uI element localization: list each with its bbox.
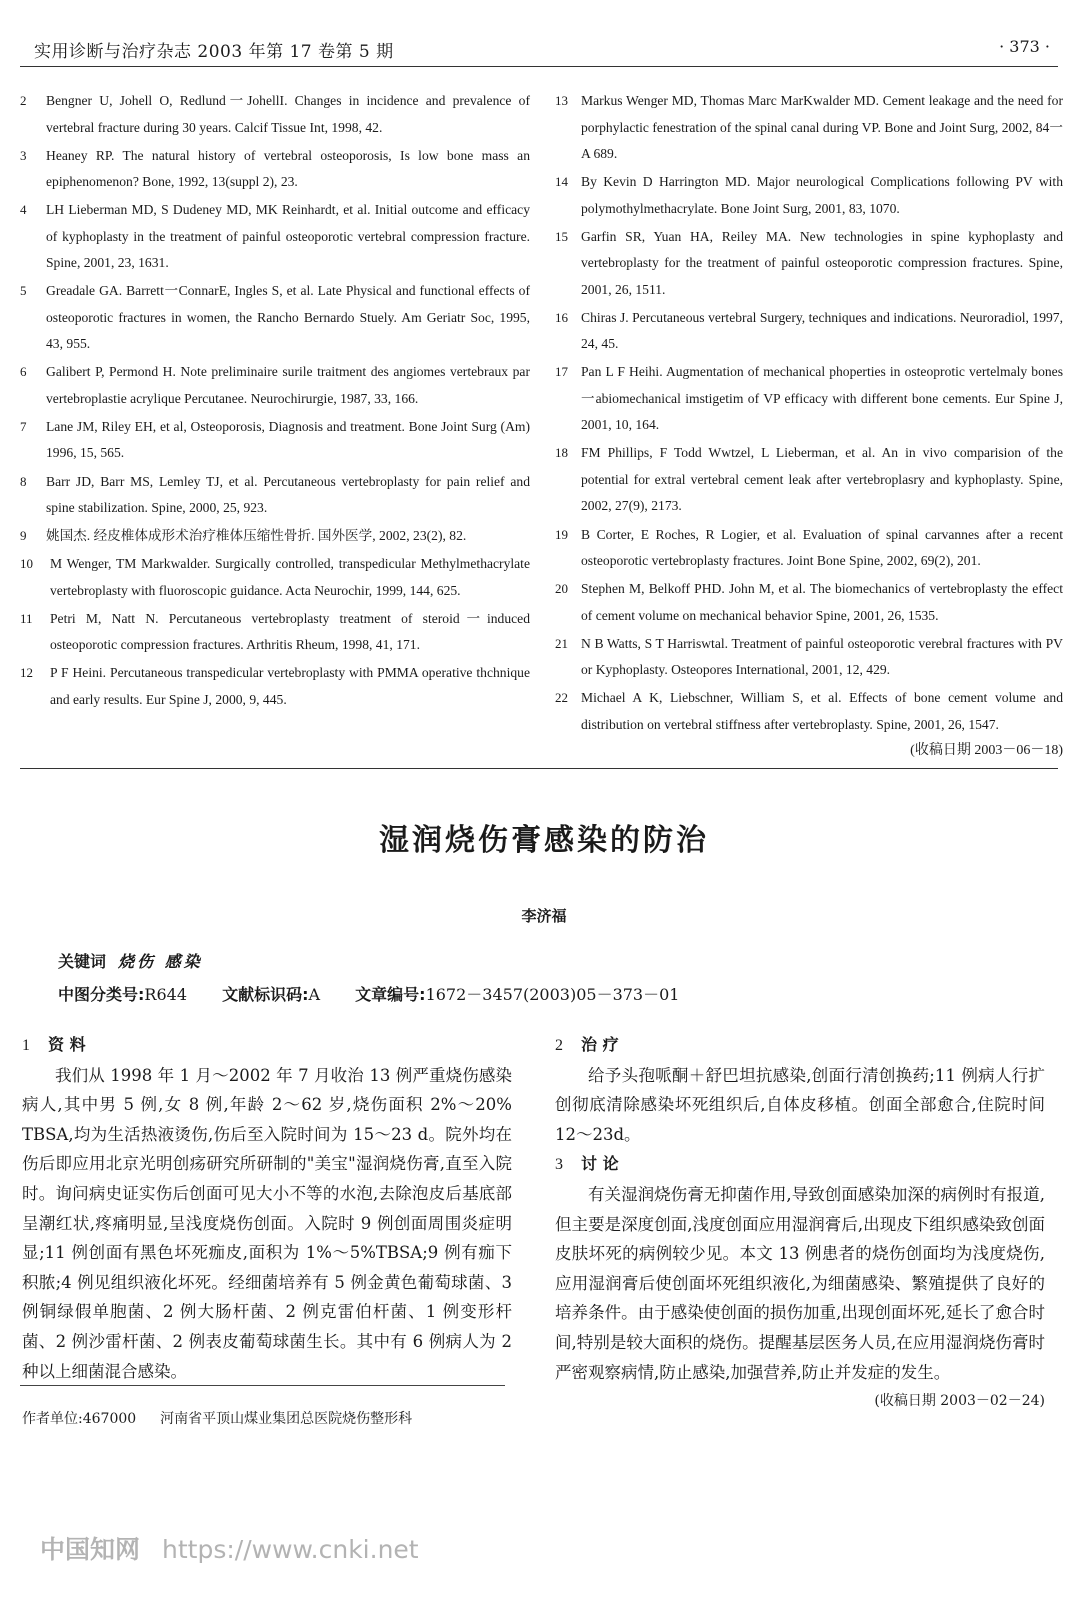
- reference-text: LH Lieberman MD, S Dudeney MD, MK Reinhardt, et al. Initial outcome and efficacy of kyphoplasty in the treatment of painful osteoporotic vertebral compression fracture. Spine, 2001, 23, 1631.: [46, 202, 530, 271]
- keywords-line: [58, 949, 203, 972]
- reference-number: 7: [20, 418, 27, 434]
- reference-number: 6: [20, 364, 27, 380]
- section-1-heading: [22, 1030, 512, 1061]
- reference-number: 14: [555, 174, 568, 190]
- section-1-title: 资 料: [48, 1035, 86, 1054]
- author-affiliation: [22, 1408, 412, 1428]
- reference-text: 姚国杰. 经皮椎体成形术治疗椎体压缩性骨折. 国外医学, 2002, 23(2), 82.: [46, 528, 467, 544]
- footnote-rule: [20, 1385, 505, 1386]
- clc-value: R644: [144, 985, 187, 1004]
- reference-item: [555, 576, 1063, 629]
- watermark-brand: 中国知网: [40, 1535, 141, 1564]
- reference-text: Pan L F Heihi. Augmentation of mechanical phoperties in osteoprotic vertelmaly bones一abiomechanical imstigetim of VP efficacy with different bone cements. Eur Spine J, 2001, 10, 164.: [581, 364, 1063, 433]
- previous-received-date: (收稿日期 2003－06－18): [910, 742, 1063, 758]
- body-left-column: [22, 1030, 512, 1386]
- reference-item: [20, 660, 530, 713]
- cnki-watermark: [40, 1530, 419, 1566]
- reference-number: 3: [20, 147, 27, 163]
- header-rule: [20, 66, 1058, 67]
- journal-header: 实用诊断与治疗杂志 2003 年第 17 卷第 5 期: [34, 42, 394, 62]
- affiliation-org: 河南省平顶山煤业集团总医院烧伤整形科: [160, 1411, 413, 1427]
- doc-label: 文献标识码:: [222, 985, 309, 1004]
- page-number: · 373 ·: [999, 37, 1050, 56]
- affiliation-label: 作者单位:467000: [22, 1411, 137, 1427]
- section-3-heading: [555, 1149, 1045, 1180]
- section-1-text: 我们从 1998 年 1 月～2002 年 7 月收治 13 例严重烧伤感染病人,其中男 5 例,女 8 例,年龄 2～62 岁,烧伤面积 2%～20% TBSA,均为生活热液烫伤,伤后至入院时间为 15～23 d。院外均在伤后即应用北京光明创疡研究所研制的"美宝"湿润烧伤膏,直至入院时。询问病史证实伤后创面可见大小不等的水泡,去除泡皮后基底部呈潮红状,疼痛明显,呈浅度烧伤创面。入院时 9 例创面周围炎症明显;11 例创面有黑色坏死痂皮,面积为 1%～5%TBSA;9 例有痂下积脓;4 例见组织液化坏死。经细菌培养有 5 例金黄色葡萄球菌、3 例铜绿假单胞菌、2 例大肠杆菌、2 例克雷伯杆菌、1 例变形杆菌、2 例沙雷杆菌、2 例表皮葡萄球菌生长。其中有 6 例病人为 2 种以上细菌混合感染。: [22, 1065, 512, 1381]
- reference-item: [555, 685, 1063, 738]
- reference-text: FM Phillips, F Todd Wwtzel, L Lieberman, et al. An in vivo comparision of the potential for extral vertebral cement leak after vertebroplasry and kyphoplasty. Spine, 2002, 27(9), 2173.: [581, 445, 1063, 514]
- reference-item: [20, 88, 530, 141]
- body-right-column: [555, 1030, 1045, 1417]
- reference-item: [20, 278, 530, 358]
- reference-number: 13: [555, 93, 568, 108]
- article-received-date: (收稿日期 2003－02－24): [874, 1393, 1045, 1410]
- reference-number: 12: [20, 665, 33, 681]
- reference-number: 2: [20, 93, 27, 108]
- reference-item: [555, 224, 1063, 304]
- reference-item: [555, 305, 1063, 358]
- reference-text: Chiras J. Percutaneous vertebral Surgery, techniques and indications. Neuroradiol, 1997, 24, 45.: [581, 309, 1063, 352]
- section-2-heading: [555, 1030, 1045, 1061]
- article-separator: [20, 768, 1058, 769]
- reference-text: Garfin SR, Yuan HA, Reiley MA. New technologies in spine kyphoplasty and vertebroplasty for the treatment of painful osteoporotic compression fractures. Spine, 2001, 26, 1511.: [581, 228, 1063, 297]
- reference-item: [20, 606, 530, 659]
- reference-text: Markus Wenger MD, Thomas Marc MarKwalder MD. Cement leakage and the need for porphylactic fenestration of the spinal canal during VP. Bone and Joint Surg, 2002, 84一A 689.: [581, 93, 1063, 161]
- reference-text: Michael A K, Liebschner, William S, et al. Effects of bone cement volume and distribution on vertebral stiffness after vertebroplasty. Spine, 2001, 26, 1547.: [581, 690, 1063, 732]
- reference-item: [20, 359, 530, 412]
- reference-item: [20, 414, 530, 467]
- reference-item: [555, 359, 1063, 439]
- watermark-url: https://www.cnki.net: [162, 1535, 419, 1564]
- article-number-label: 文章编号:: [355, 985, 426, 1004]
- reference-text: Galibert P, Permond H. Note preliminaire surile traitment des angiomes vertebraux par vertebroplastie acrylique Percutanee. Neurochirurgie, 1987, 33, 166.: [46, 364, 530, 406]
- references-right-column: [555, 88, 1063, 764]
- reference-number: 17: [555, 364, 568, 380]
- section-2-title: 治 疗: [581, 1035, 619, 1054]
- reference-number: 16: [555, 309, 568, 325]
- reference-item: [555, 522, 1063, 575]
- reference-item: [20, 197, 530, 277]
- reference-text: Bengner U, Johell O, Redlund一JohellI. Changes in incidence and prevalence of vertebral fracture during 30 years. Calcif Tissue Int, 1998, 42.: [46, 93, 530, 135]
- reference-item: [555, 440, 1063, 520]
- article-author: 李济福: [521, 907, 567, 925]
- reference-item: [20, 469, 530, 522]
- reference-item: [555, 631, 1063, 684]
- reference-text: B Corter, E Roches, R Logier, et al. Evaluation of spinal carvannes after a recent osteoporotic vertebroplasty fractures. Joint Bone Spine, 2002, 69(2), 201.: [581, 526, 1063, 569]
- clc-label: 中图分类号:: [58, 985, 145, 1004]
- reference-text: Petri M, Natt N. Percutaneous vertebroplasty treatment of steroid一induced osteoporotic compression fractures. Arthritis Rheum, 1998, 41, 171.: [50, 610, 530, 653]
- section-2-text: 给予头孢哌酮＋舒巴坦抗感染,创面行清创换药;11 例病人行扩创彻底清除感染坏死组织后,自体皮移植。创面全部愈合,住院时间 12～23d。: [555, 1065, 1045, 1144]
- article-number-value: 1672－3457(2003)05－373－01: [425, 985, 680, 1004]
- reference-number: 8: [20, 473, 27, 489]
- reference-number: 22: [555, 690, 568, 706]
- references-left-column: [20, 88, 530, 715]
- reference-text: M Wenger, TM Markwalder. Surgically controlled, transpedicular Methylmethacrylate vertebroplasty with fluoroscopic guidance. Acta Neurochir, 1999, 144, 625.: [50, 556, 530, 598]
- reference-text: N B Watts, S T Harriswtal. Treatment of painful osteoporotic verebral fractures with PV or Kyphoplasty. Osteopores International, 2001, 12, 429.: [581, 635, 1063, 678]
- reference-text: Lane JM, Riley EH, et al, Osteoporosis, Diagnosis and treatment. Bone Joint Surg (Am) 1996, 15, 565.: [46, 418, 530, 461]
- section-3-text: 有关湿润烧伤膏无抑菌作用,导致创面感染加深的病例时有报道,但主要是深度创面,浅度创面应用湿润膏后,出现皮下组织感染致创面皮肤坏死的病例较少见。本文 13 例患者的烧伤创面均为浅度烧伤,应用湿润膏后使创面坏死组织液化,为细菌感染、繁殖提供了良好的培养条件。由于感染使创面的损伤加重,出现创面坏死,延长了愈合时间,特别是较大面积的烧伤。提醒基层医务人员,在应用湿润烧伤膏时严密观察病情,防止感染,加强营养,防止并发症的发生。: [555, 1184, 1045, 1382]
- reference-item: [20, 143, 530, 196]
- reference-number: 9: [20, 528, 27, 544]
- reference-number: 19: [555, 526, 568, 542]
- reference-item: [555, 88, 1063, 168]
- section-3-number: 3: [555, 1156, 563, 1174]
- reference-number: 20: [555, 581, 568, 597]
- reference-number: 5: [20, 283, 27, 299]
- reference-text: By Kevin D Harrington MD. Major neurological Complications following PV with polymothylmethacrylate. Bone Joint Surg, 2001, 83, 1070.: [581, 174, 1063, 216]
- reference-item: [555, 169, 1063, 222]
- section-1-number: 1: [22, 1037, 30, 1054]
- reference-number: 18: [555, 445, 568, 461]
- reference-text: Stephen M, Belkoff PHD. John M, et al. The biomechanics of vertebroplasty the effect of cement volume on mechanical behavior Spine, 2001, 26, 1535.: [581, 581, 1063, 623]
- reference-item: [20, 551, 530, 604]
- section-3-title: 讨 论: [581, 1154, 619, 1174]
- doc-value: A: [308, 985, 321, 1004]
- reference-item: [20, 523, 530, 550]
- reference-text: Greadale GA. Barrett一ConnarE, Ingles S, et al. Late Physical and functional effects of osteoporotic fractures in women, the Rancho Bernardo Stuely. Am Geriatr Soc, 1995, 43, 955.: [46, 283, 530, 352]
- section-2-number: 2: [555, 1037, 563, 1054]
- classification-line: [58, 982, 679, 1005]
- reference-text: P F Heini. Percutaneous transpedicular vertebroplasty with PMMA operative thchnique and early results. Eur Spine J, 2000, 9, 445.: [50, 665, 530, 707]
- reference-number: 11: [20, 610, 33, 626]
- keywords-value: 烧伤 感染: [118, 952, 203, 971]
- reference-number: 15: [555, 228, 568, 244]
- reference-number: 4: [20, 202, 27, 218]
- reference-number: 10: [20, 556, 33, 572]
- reference-number: 21: [555, 635, 568, 651]
- reference-text: Heaney RP. The natural history of vertebral osteoporosis, Is low bone mass an epiphenomenon? Bone, 1992, 13(suppl 2), 23.: [46, 147, 530, 190]
- reference-text: Barr JD, Barr MS, Lemley TJ, et al. Percutaneous vertebroplasty for pain relief and spine stabilization. Spine, 2000, 25, 923.: [46, 473, 530, 516]
- keywords-label: 关键词: [58, 952, 107, 971]
- article-title: 湿润烧伤膏感染的防治: [379, 823, 709, 858]
